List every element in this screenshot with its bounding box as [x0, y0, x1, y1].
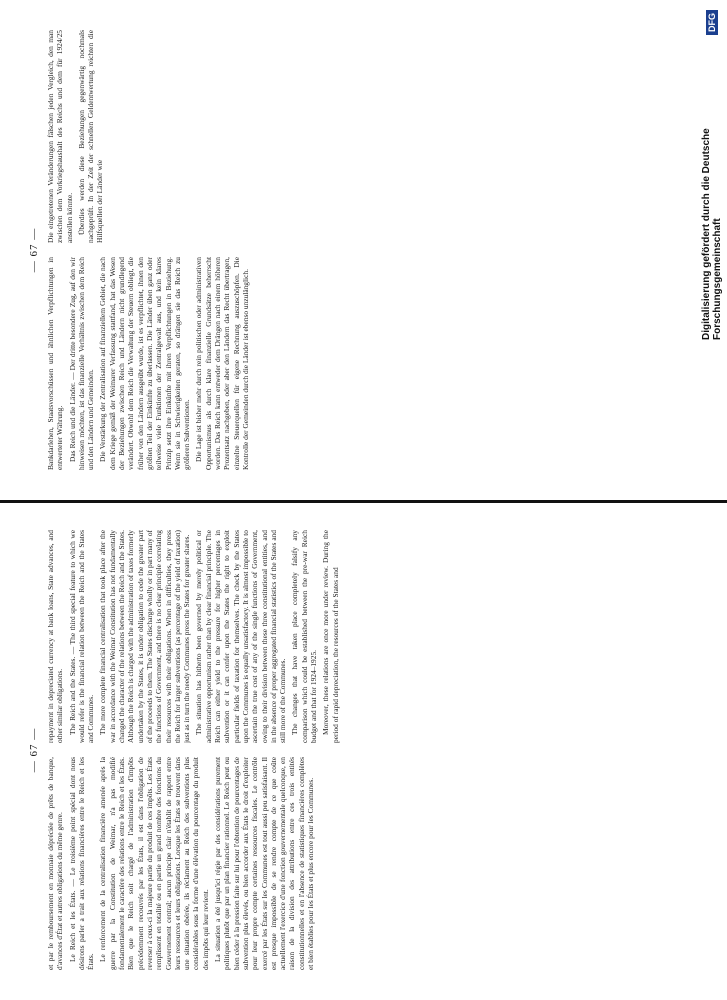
credit-text: Digitalisierung gefördert durch die Deutsche Forschungsgemeinschaft [701, 128, 723, 340]
paragraph: The more complete financial centralisation that took place after the war in accordance with the Weimar Constitution has not fundamentally changed the character of the relations between the Reich and the States. Although the Reich is charged with the administration of taxes formerly undertaken by the States, it is under obligation to cede the greater part of the proceeds to them. The States discharge wholly or in part many of the functions of Government, and there is no clear principle correlating their resources with their obligations. When in difficulties, they press the Reich for larger subventions (as percentage of the yield of taxation) just as in turn the needy Communes press the States for greater shares. [98, 530, 192, 743]
paragraph: Das Reich und die Länder. — Der dritte besondere Zug, auf den wir hinweisen möchten, ist das finanzielle Verhältnis zwischen dem Reich und den Ländern und Gemeinden. [67, 257, 96, 470]
paragraph: Le Reich et les États. — Le troisième point spécial dont nous désirons parler a trait aux relations financières entre le Reich et les États. [67, 757, 96, 970]
paragraph: The Reich and the States. — The third special feature to which we would refer is the financial relation between the Reich and the States and Communes. [67, 530, 96, 743]
paragraph: Die eingetretenen Veränderungen fälschen jeden Vergleich, den man zwischen dem Vorkriegshaushalt des Reichs und dem für 1924/25 anstellen könnte. [46, 30, 74, 243]
paragraph: et par le remboursement en monnaie dépréciée de prêts de banque, d'avances d'État et autres obligations du même genre. [46, 757, 65, 970]
page-divider [0, 500, 727, 503]
paragraph: The situation has hitherto been governed by merely political or administrative opportunism rather than by clear financial principle. The Reich can either yield to the pressure for higher percentages in subvention or it can confer upon the States the right to exploit particular fields of taxation for themselves. The check by the States upon the Communes is equally unsatisfactory. It is almost impossible to ascertain the true cost of any of the single functions of Government, owing to their division between these three constitutional entities, and in the absence of proper aggregated financial statistics of the States and still more of the Communes. [194, 530, 288, 743]
right-columns [46, 30, 686, 470]
left-page-number: — 67 — [28, 727, 40, 773]
right-column-german-2 [46, 30, 686, 243]
paragraph: Bankdarlehen, Staatsvorschüssen und ähnlichen Verpflichtungen in entwerteter Währung. [46, 257, 65, 470]
paragraph: repayment in depreciated currency at bank loans, State advances, and other similar obligations. [46, 530, 65, 743]
paragraph: Die Lage ist bisher mehr durch rein politischen oder administrativen Opportunismus als durch klare finanzielle Grundsätze beherrscht worden. Das Reich kann entweder dem Drängen nach einem höheren Prozentsatz nachgeben, oder aber den Ländern das Recht übertragen, einzelne Steuerquellen für eigene Rechnung auszuschöpfen. Die Kontrolle der Gemeinden durch die Länder ist ebenso unzulänglich. [194, 257, 250, 470]
paragraph: La situation a été jusqu'ici régie par des considérations purement politiques plutôt que par un plan financier rationnel. Le Reich peut ou bien céder à la pression faite sur lui pour l'obtention de pourcentages de subvention plus élevés, ou bien accorder aux États le droit d'exploiter pour leur propre compte certaines ressources fiscales. Le contrôle exercé par les États sur les Communes est tout aussi peu satisfaisant. Il est presque impossible de se rendre compte de ce que coûte actuellement l'exercice d'une fonction gouvernementale quelconque, en raison de la division des attributions entre ces trois entités constitutionnelles et en l'absence de statistiques financières complètes et bien établies pour les États et plus encore pour les Communes. [213, 757, 316, 970]
paragraph: Moreover, these relations are once more under review. During the period of rapid depreciation, the resources of the States and [321, 530, 340, 743]
digitization-credit [701, 10, 723, 340]
left-column-english [46, 530, 686, 743]
dfg-logo: DFG [706, 10, 718, 35]
left-column-french [46, 757, 686, 970]
paragraph: Die Verstärkung der Zentralisation auf finanziellem Gebiet, die nach dem Kriege gemäß der Weimarer Verfassung stattfand, hat das Wesen der Beziehungen zwischen Reich und Ländern nicht grundlegend verändert. Obwohl dem Reich die Verwaltung der Steuern obliegt, die früher von den Ländern ausgeübt wurde, ist es verpflichtet, ihnen den größten Teil der Einkünfte zu überlassen. Die Länder üben ganz oder teilweise viele Funktionen der Zentralgewalt aus, und kein klares Prinzip setzt ihre Einkünfte mit ihren Verpflichtungen in Beziehung. Wenn sie in Schwierigkeiten geraten, so drängen sie das Reich zu größeren Subventionen. [98, 257, 192, 470]
left-page [0, 500, 727, 1000]
paragraph: Le renforcement de la centralisation financière amenée après la guerre par la Constitution de Weimar, n'a pas modifié fondamentalement le caractère des relations entre le Reich et les États. Bien que le Reich soit chargé de l'administration d'impôts précédemment recouvrés par les États, il est dans l'obligation de reverser à ceux-ci la majeure partie du produit de ces impôts. Les États remplissent en totalité ou en partie un grand nombre des fonctions du Gouvernement central; aucun principe clair n'établit de rapport entre leurs ressources et leurs obligations. Lorsque les États se trouvent dans une situation obérée, ils réclament au Reich des subventions plus considérables sous la forme d'une élévation du pourcentage du produit des impôts qui leur revient. [98, 757, 210, 970]
paragraph: Überdies werden diese Beziehungen gegenwärtig nochmals nachgeprüft. In der Zeit der schnellen Geldentwertung reichten die Hilfsquellen der Länder wie [76, 30, 105, 243]
right-page-number: — 67 — [28, 227, 40, 273]
right-column-german [46, 257, 686, 470]
paragraph: The changes that have taken place completely falsify any comparison which could be established between the pre-war Reich budget and that for 1924–1925. [290, 530, 319, 743]
left-columns [46, 530, 686, 970]
